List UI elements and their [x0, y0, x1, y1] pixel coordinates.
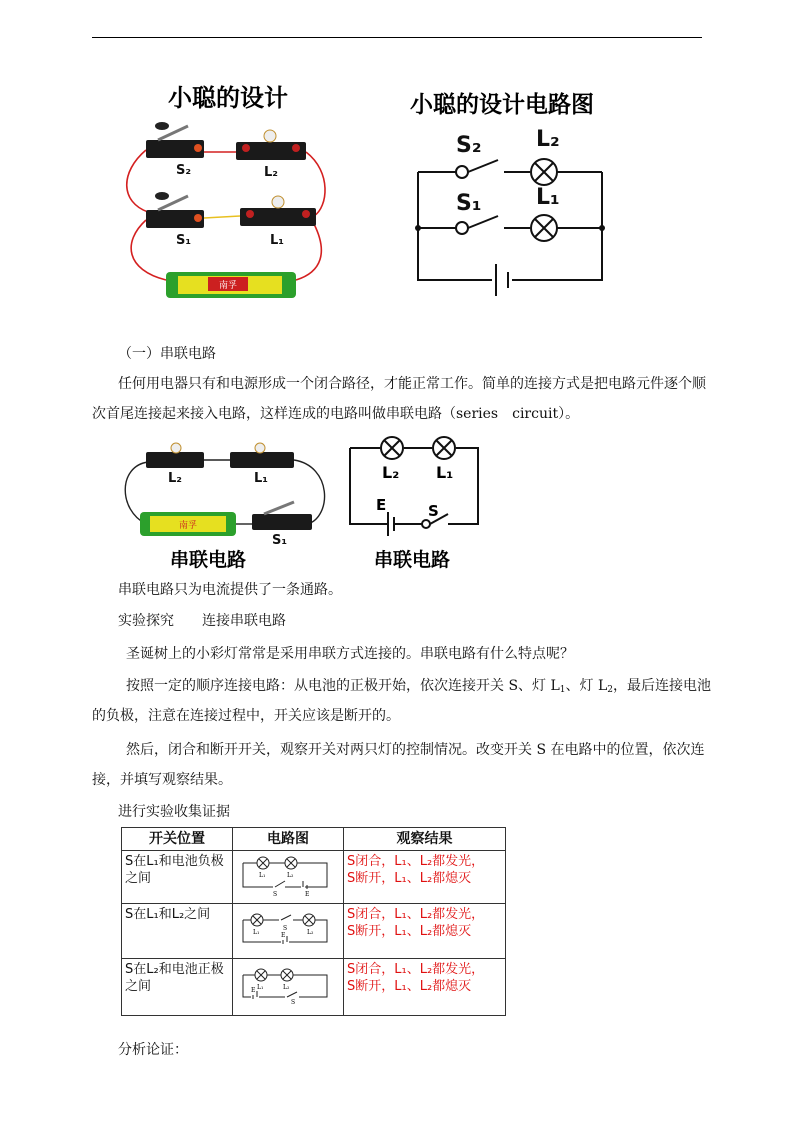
mid-photo-label-s1: S₁ — [272, 533, 288, 544]
cell-diagram — [233, 851, 344, 904]
cell-result — [344, 959, 506, 1016]
header-circuit-diagram: 电路图 — [233, 828, 344, 851]
mid-left-caption: 串联电路 — [170, 549, 247, 571]
mid-right-circuit-diagram — [344, 436, 484, 540]
svg-text:E: E — [281, 932, 286, 939]
experiment-title: 实验探究 连接串联电路 — [118, 613, 286, 629]
intro-line-2: 次首尾连接起来接入电路，这样连成的电路叫做串联电路（series circuit）。 — [92, 406, 580, 422]
mid-diagram-label-s: S — [428, 502, 439, 520]
photo-label-s1: S₁ — [176, 233, 192, 248]
para-step1-line2: 的负极，注意在连接过程中，开关应该是断开的。 — [92, 708, 400, 724]
cell-diagram — [233, 959, 344, 1016]
cell-position: S在L₂和电池正极之间 — [122, 959, 233, 1016]
cell-position: S在L₁和L₂之间 — [122, 904, 233, 959]
photo-label-l2: L₂ — [264, 165, 278, 180]
result-open: S断开，L₁、L₂都熄灭 — [347, 924, 472, 939]
svg-text:E: E — [305, 891, 310, 897]
mid-diagram-label-e: E — [376, 496, 387, 514]
cell-result — [344, 851, 506, 904]
cell-diagram — [233, 904, 344, 959]
section-title: （一）串联电路 — [118, 346, 216, 362]
mid-battery-brand: 南孚 — [178, 521, 198, 531]
table-row — [122, 851, 506, 904]
result-closed: S闭合，L₁、L₂都发光， — [347, 854, 485, 869]
para-question: 圣诞树上的小彩灯常常是采用串联方式连接的。串联电路有什么特点呢？ — [126, 646, 574, 662]
cell-position: S在L₁和电池负极之间 — [122, 851, 233, 904]
result-open: S断开，L₁、L₂都熄灭 — [347, 979, 472, 994]
mid-photo-label-l1: L₁ — [254, 471, 268, 486]
svg-text:S: S — [291, 999, 296, 1005]
svg-text:L₁: L₁ — [259, 872, 266, 879]
table-header-row — [122, 828, 506, 851]
mid-photo-label-l2: L₂ — [168, 471, 182, 486]
mid-diagram-label-l1: L₁ — [436, 463, 454, 482]
svg-text:S: S — [283, 925, 288, 932]
svg-text:L₂: L₂ — [283, 984, 290, 991]
header-switch-position: 开关位置 — [122, 828, 233, 851]
para-step1-sub2: 2 — [607, 685, 614, 695]
cell-result — [344, 904, 506, 959]
intro-line-1: 任何用电器只有和电源形成一个闭合路径，才能正常工作。简单的连接方式是把电路元件逐个顺 — [118, 376, 706, 392]
header-observation: 观察结果 — [344, 828, 506, 851]
row3-circuit-diagram — [235, 961, 335, 1005]
para-step1-b: 、灯 L — [565, 678, 608, 694]
top-left-figure-title: 小聪的设计 — [168, 84, 288, 112]
collect-title: 进行实验收集证据 — [118, 804, 230, 820]
para-step1-a: 按照一定的顺序连接电路：从电池的正极开始，依次连接开关 S、灯 L — [126, 678, 560, 694]
svg-text:S: S — [273, 891, 278, 897]
para-step2-line2: 接，并填写观察结果。 — [92, 772, 232, 788]
result-closed: S闭合，L₁、L₂都发光， — [347, 907, 485, 922]
diagram-label-s2: S₂ — [456, 133, 482, 158]
top-right-figure-title: 小聪的设计电路图 — [410, 92, 594, 118]
svg-text:L₂: L₂ — [287, 872, 294, 879]
result-open: S断开，L₁、L₂都熄灭 — [347, 871, 472, 886]
mid-diagram-label-l2: L₂ — [382, 463, 400, 482]
series-note: 串联电路只为电流提供了一条通路。 — [118, 582, 342, 598]
top-left-circuit-photo — [118, 112, 330, 308]
header-rule — [92, 37, 702, 38]
battery-brand: 南孚 — [218, 281, 238, 291]
svg-text:E: E — [251, 987, 256, 994]
svg-text:L₁: L₁ — [253, 929, 260, 936]
row1-circuit-diagram — [235, 853, 335, 897]
result-closed: S闭合，L₁、L₂都发光， — [347, 962, 485, 977]
svg-text:L₁: L₁ — [257, 984, 264, 991]
observation-table — [121, 827, 506, 1016]
photo-label-s2: S₂ — [176, 163, 192, 178]
para-step2-line1: 然后，闭合和断开开关，观察开关对两只灯的控制情况。改变开关 S 在电路中的位置，依次连 — [126, 742, 705, 758]
svg-text:L₂: L₂ — [307, 929, 314, 936]
photo-label-l1: L₁ — [270, 233, 284, 248]
para-step1-c: ，最后连接电池 — [613, 678, 712, 694]
diagram-label-s1: S₁ — [456, 191, 482, 216]
table-row — [122, 904, 506, 959]
mid-left-circuit-photo — [118, 440, 332, 544]
para-step1-sub1: 1 — [559, 685, 566, 695]
diagram-label-l2: L₂ — [536, 127, 560, 152]
analysis-title: 分析论证： — [118, 1042, 188, 1058]
diagram-label-l1: L₁ — [536, 185, 560, 210]
table-row — [122, 959, 506, 1016]
mid-right-caption: 串联电路 — [374, 549, 451, 571]
para-step1 — [126, 676, 711, 700]
row2-circuit-diagram — [235, 906, 335, 950]
top-right-circuit-diagram — [404, 118, 614, 304]
